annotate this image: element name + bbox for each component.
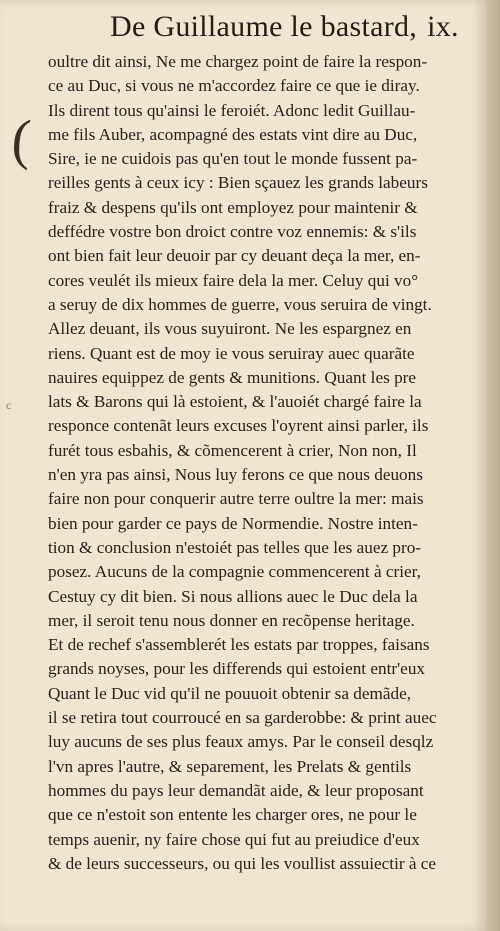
body-text xyxy=(48,50,484,876)
text-line: Et de rechef s'assemblerét les estats par troppes, faisans xyxy=(48,635,430,655)
text-line: riens. Quant est de moy ie vous seruiray auec quarãte xyxy=(48,343,415,363)
text-line: ce au Duc, si vous ne m'accordez faire ce que ie diray. xyxy=(48,76,420,96)
text-line: nauires equippez de gents & munitions. Quant les pre xyxy=(48,367,417,387)
text-line: ont bien fait leur deuoir par cy deuant deça la mer, en- xyxy=(48,246,421,266)
text-line: temps auenir, ny faire chose qui fut au preiudice d'eux xyxy=(48,829,420,849)
margin-bracket-mark: ( xyxy=(9,108,33,172)
text-line: a seruy de dix hommes de guerre, vous seruira de vingt. xyxy=(48,294,432,314)
text-line: faire non pour conquerir autre terre oultre la mer: mais xyxy=(48,489,424,509)
margin-letter-mark: c xyxy=(6,398,12,412)
text-line: fraiz & despens qu'ils ont employez pour maintenir & xyxy=(48,197,418,217)
text-line: que ce n'estoit son entente les charger ores, ne pour le xyxy=(48,805,417,825)
text-line: grands noyses, pour les differends qui estoient entr'eux xyxy=(48,659,426,679)
text-line: tion & conclusion n'estoiét pas telles que les auez pro- xyxy=(48,537,422,557)
text-line: l'vn apres l'autre, & separement, les Prelats & gentils xyxy=(48,756,412,776)
text-line: mer, il seroit tenu nous donner en recõpense heritage. xyxy=(48,610,415,630)
text-line: cores veulét ils mieux faire dela la mer. Celuy qui vo° xyxy=(48,270,419,290)
text-line: & de leurs successeurs, ou qui les voullist assuiectir à ce xyxy=(48,853,437,873)
folio-number: ix. xyxy=(427,10,459,43)
text-line: Sire, ie ne cuidois pas qu'en tout le monde fussent pa- xyxy=(48,149,418,169)
text-line: lats & Barons qui là estoient, & l'auoiét chargé faire la xyxy=(48,392,422,412)
header-title: De Guillaume le bastard, xyxy=(110,10,418,43)
book-spine-edge xyxy=(486,0,500,931)
text-line: Quant le Duc vid qu'il ne pouuoit obtenir sa demãde, xyxy=(48,683,411,703)
text-line: deffédre vostre bon droict contre voz ennemis: & s'ils xyxy=(48,222,417,242)
text-line: oultre dit ainsi, Ne me chargez point de faire la respon- xyxy=(48,52,428,71)
text-line: responce contenãt leurs excuses l'oyrent ainsi parler, ils xyxy=(48,416,429,436)
text-line: furét tous esbahis, & cõmencerent à crier, Non non, Il xyxy=(48,440,417,460)
text-line: reilles gents à ceux icy : Bien sçauez les grands labeurs xyxy=(48,173,428,193)
running-header xyxy=(110,10,480,44)
text-line: n'en yra pas ainsi, Nous luy ferons ce que nous deuons xyxy=(48,465,423,485)
text-line: Ils dirent tous qu'ainsi le feroiét. Adonc ledit Guillau- xyxy=(48,100,416,120)
text-line: bien pour garder ce pays de Normendie. Nostre inten- xyxy=(48,513,418,533)
text-line: posez. Aucuns de la compagnie commencerent à crier, xyxy=(48,562,421,582)
text-line: me fils Auber, acompagné des estats vint dire au Duc, xyxy=(48,124,418,144)
text-line: hommes du pays leur demandãt aide, & leur proposant xyxy=(48,780,424,800)
text-line: luy aucuns de ses plus feaux amys. Par le conseil desqlz xyxy=(48,732,434,752)
text-line: Cestuy cy dit bien. Si nous allions auec le Duc dela la xyxy=(48,586,418,606)
text-line: il se retira tout courroucé en sa garderobbe: & print auec xyxy=(48,708,437,728)
text-line: Allez deuant, ils vous suyuiront. Ne les espargnez en xyxy=(48,319,412,339)
